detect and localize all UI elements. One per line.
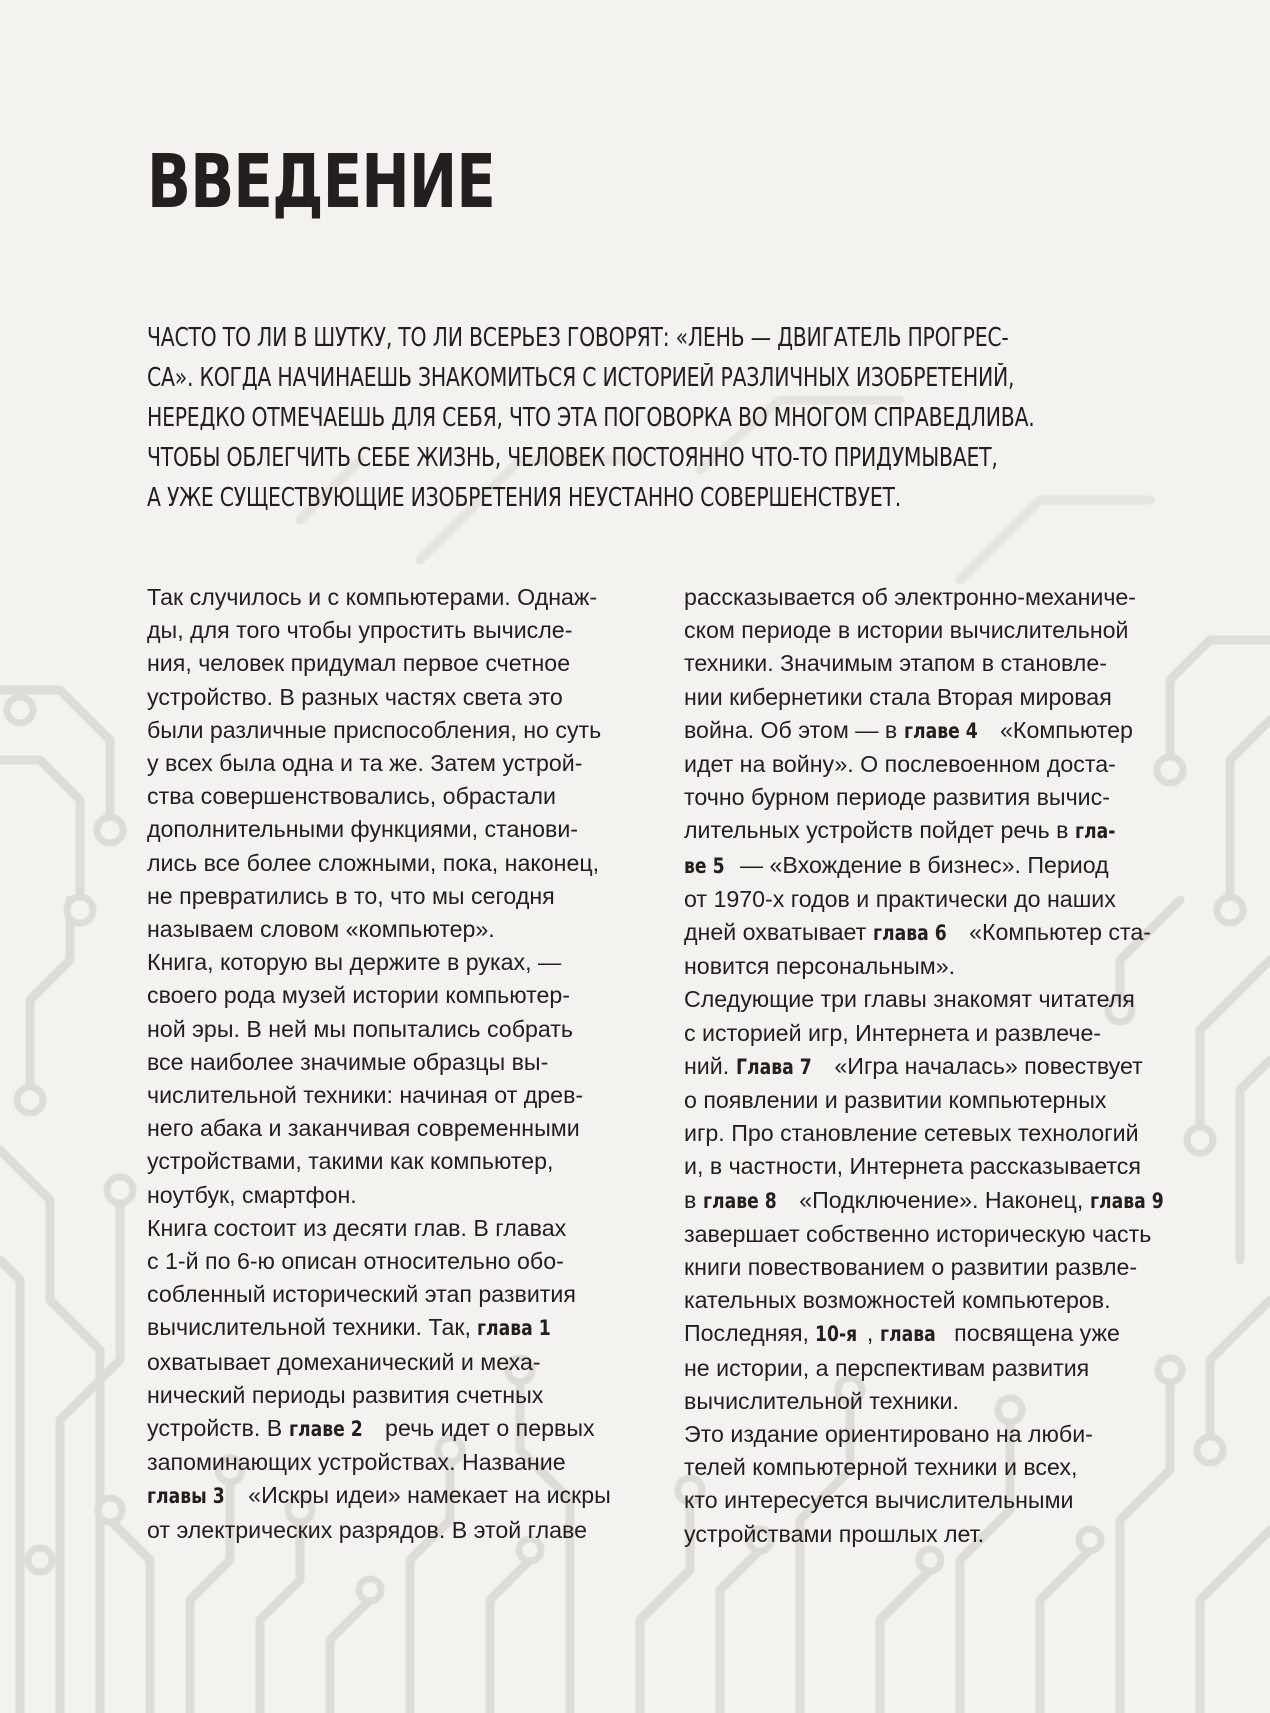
text-run: завершает собственно историческую часть (684, 1220, 1152, 1247)
text-line (147, 1479, 667, 1513)
text-line (684, 614, 1224, 647)
text-run: Это издание ориентировано на люби- (684, 1421, 1093, 1448)
lead-line: ЧТОБЫ ОБЛЕГЧИТЬ СЕБЕ ЖИЗНЬ, ЧЕЛОВЕК ПОСТОЯННО ЧТО-ТО ПРИДУМЫВАЕТ, (147, 443, 998, 473)
text-line (147, 913, 667, 946)
text-run: нии кибернетики стала Вторая мировая (684, 683, 1112, 710)
text-line (147, 1278, 667, 1311)
text-run: собленный исторический этап развития (147, 1281, 576, 1308)
text-run: точно бурном периоде развития вычис- (684, 784, 1110, 811)
text-line (684, 748, 1224, 781)
text-line (147, 1412, 667, 1446)
text-line (147, 1145, 667, 1178)
bold-chapter-ref: главе 4 (903, 718, 978, 743)
text-run: нический периоды развития счетных (147, 1381, 544, 1408)
text-run: запоминающих устройствах. Название (147, 1449, 566, 1476)
text-run: числительной техники: начиная от древ- (147, 1082, 584, 1109)
text-run: и, в частности, Интернета рассказывается (684, 1153, 1141, 1180)
text-run: Следующие три главы знакомят читателя (684, 986, 1135, 1013)
text-line (684, 1084, 1224, 1117)
text-run: были различные приспособления, но суть (147, 716, 602, 743)
text-line (684, 1418, 1224, 1451)
text-run: вычислительной техники. (684, 1387, 959, 1414)
text-run: устройство. В разных частях света это (147, 683, 563, 710)
text-run: новится персональным». (684, 953, 956, 980)
lead-line: СА». КОГДА НАЧИНАЕШЬ ЗНАКОМИТЬСЯ С ИСТОРИЕЙ РАЗЛИЧНЫХ ИЗОБРЕТЕНИЙ, (147, 363, 1015, 393)
text-line (147, 1013, 667, 1046)
text-run: , (866, 1320, 880, 1347)
text-run: посвящена уже (947, 1320, 1120, 1347)
text-line (684, 1117, 1224, 1150)
text-line (147, 1212, 667, 1245)
text-line (684, 1218, 1224, 1251)
text-run: рассказывается об электронно-механиче- (684, 584, 1137, 610)
text-run: него абака и заканчивая современными (147, 1115, 580, 1142)
text-line (147, 714, 667, 747)
bold-chapter-ref: глава 1 (477, 1316, 552, 1341)
bold-chapter-ref: гла- (1074, 819, 1116, 844)
lead-line: А УЖЕ СУЩЕСТВУЮЩИЕ ИЗОБРЕТЕНИЯ НЕУСТАННО СОВЕРШЕНСТВУЕТ. (147, 483, 901, 513)
text-run: телей компьютерной техники и всех, (684, 1454, 1078, 1481)
text-line (147, 1079, 667, 1112)
text-line (147, 1346, 667, 1379)
text-line (684, 983, 1224, 1016)
text-line (684, 1352, 1224, 1385)
text-line (147, 1379, 667, 1412)
text-line (147, 780, 667, 813)
text-run: ноутбук, смартфон. (147, 1181, 357, 1208)
text-run: устройствами, такими как компьютер, (147, 1148, 554, 1175)
text-run: в (684, 1186, 703, 1213)
lead-paragraph (147, 318, 1067, 518)
bold-chapter-ref: глава (879, 1322, 936, 1347)
text-line (147, 1179, 667, 1212)
text-run: игр. Про становление сетевых технологий (684, 1120, 1139, 1147)
text-line (684, 1317, 1224, 1351)
text-line (147, 747, 667, 780)
text-line (684, 681, 1224, 714)
text-run: Последняя, (684, 1320, 816, 1347)
text-run: кто интересуется вычислительными (684, 1487, 1074, 1514)
body-column-left (147, 581, 667, 1547)
text-run: «Искры идеи» намекает на искры (241, 1482, 611, 1509)
text-line (684, 1451, 1224, 1484)
text-run: Так случилось и с компьютерами. Однаж- (147, 584, 598, 610)
text-run: у всех была одна и та же. Затем устрой- (147, 750, 583, 777)
text-run: с историей игр, Интернета и развлече- (684, 1019, 1102, 1046)
body-column-right (684, 581, 1224, 1551)
text-run: «Компьютер (993, 716, 1133, 743)
text-run: вычислительной техники. Так, (147, 1314, 478, 1341)
text-line (684, 1184, 1224, 1218)
text-line (147, 979, 667, 1012)
text-run: Книга, которую вы держите в руках, — (147, 949, 562, 976)
text-line (147, 813, 667, 846)
text-run: «Компьютер ста- (962, 919, 1152, 946)
text-line (147, 681, 667, 714)
text-run: ды, для того чтобы упростить вычисле- (147, 617, 573, 644)
text-run: устройствами прошлых лет. (684, 1520, 985, 1547)
text-run: своего рода музей истории компьютер- (147, 982, 571, 1009)
bold-chapter-ref: глава 6 (872, 921, 947, 946)
text-run: ний. (684, 1052, 736, 1079)
text-line (147, 1245, 667, 1278)
text-run: «Подключение». Наконец, (792, 1186, 1090, 1213)
text-line (147, 1514, 667, 1547)
text-line (684, 814, 1224, 848)
text-run: кательных возможностей компьютеров. (684, 1287, 1111, 1314)
bold-chapter-ref: главы 3 (147, 1484, 225, 1509)
text-run: ной эры. В ней мы попытались собрать (147, 1015, 573, 1042)
text-run: охватывает домеханический и меха- (147, 1348, 541, 1375)
text-line (684, 647, 1224, 680)
bold-chapter-ref: ве 5 (684, 853, 725, 878)
text-line (147, 847, 667, 880)
text-line (684, 714, 1224, 748)
text-run: речь идет о первых (378, 1415, 595, 1442)
text-line (147, 581, 667, 614)
bold-chapter-ref: главе 8 (702, 1188, 777, 1213)
text-line (147, 614, 667, 647)
text-line (147, 647, 667, 680)
text-line (684, 781, 1224, 814)
text-run: война. Об этом — в (684, 716, 904, 743)
text-line (147, 880, 667, 913)
text-run: дней охватывает (684, 919, 873, 946)
text-run: дополнительными функциями, станови- (147, 816, 579, 843)
page-title: ВВЕДЕНИЕ (147, 139, 496, 225)
text-line (684, 1017, 1224, 1050)
text-run: все наиболее значимые образцы вы- (147, 1048, 549, 1075)
text-run: о появлении и развитии компьютерных (684, 1087, 1107, 1114)
text-line (684, 1518, 1224, 1551)
text-line (147, 1311, 667, 1345)
text-run: «Игра началась» повествует (827, 1052, 1143, 1079)
text-line (684, 883, 1224, 916)
bold-chapter-ref: 10-я (815, 1322, 858, 1347)
text-run: лись все более сложными, пока, наконец, (147, 849, 600, 876)
text-line (684, 581, 1224, 614)
text-run: — «Вхождение в бизнес». Период (733, 851, 1109, 878)
text-run: Книга состоит из десяти глав. В главах (147, 1214, 567, 1241)
text-line (684, 849, 1224, 883)
text-run: лительных устройств пойдет речь в (684, 817, 1075, 844)
text-run: ния, человек придумал первое счетное (147, 650, 571, 677)
bold-chapter-ref: Глава 7 (735, 1054, 812, 1079)
text-run: ском периоде в истории вычислительной (684, 617, 1129, 644)
lead-line: НЕРЕДКО ОТМЕЧАЕШЬ ДЛЯ СЕБЯ, ЧТО ЭТА ПОГОВОРКА ВО МНОГОМ СПРАВЕДЛИВА. (147, 403, 1035, 433)
text-line (147, 1046, 667, 1079)
text-line (684, 950, 1224, 983)
text-line (147, 1112, 667, 1145)
text-run: от электрических разрядов. В этой главе (147, 1516, 587, 1543)
text-run: техники. Значимым этапом в становле- (684, 650, 1107, 677)
text-run: устройств. В (147, 1415, 289, 1442)
text-run: книги повествованием о развитии развле- (684, 1254, 1138, 1281)
text-run: не истории, а перспективам развития (684, 1354, 1090, 1381)
text-run: идет на войну». О послевоенном доста- (684, 751, 1116, 778)
text-line (684, 1385, 1224, 1418)
bold-chapter-ref: глава 9 (1089, 1188, 1164, 1213)
text-line (684, 1284, 1224, 1317)
text-run: ства совершенствовались, обрастали (147, 783, 556, 810)
text-run: не превратились в то, что мы сегодня (147, 882, 555, 909)
text-line (684, 1050, 1224, 1084)
bold-chapter-ref: главе 2 (288, 1417, 363, 1442)
lead-line: ЧАСТО ТО ЛИ В ШУТКУ, ТО ЛИ ВСЕРЬЕЗ ГОВОРЯТ: «ЛЕНЬ — ДВИГАТЕЛЬ ПРОГРЕС- (147, 323, 1009, 353)
text-line (684, 1150, 1224, 1183)
text-run: с 1-й по 6-ю описан относительно обо- (147, 1248, 564, 1275)
text-run: от 1970-х годов и практически до наших (684, 885, 1116, 912)
text-line (684, 1251, 1224, 1284)
text-line (147, 1446, 667, 1479)
text-line (684, 916, 1224, 950)
text-line (147, 946, 667, 979)
text-line (684, 1484, 1224, 1517)
text-run: называем словом «компьютер». (147, 916, 495, 943)
